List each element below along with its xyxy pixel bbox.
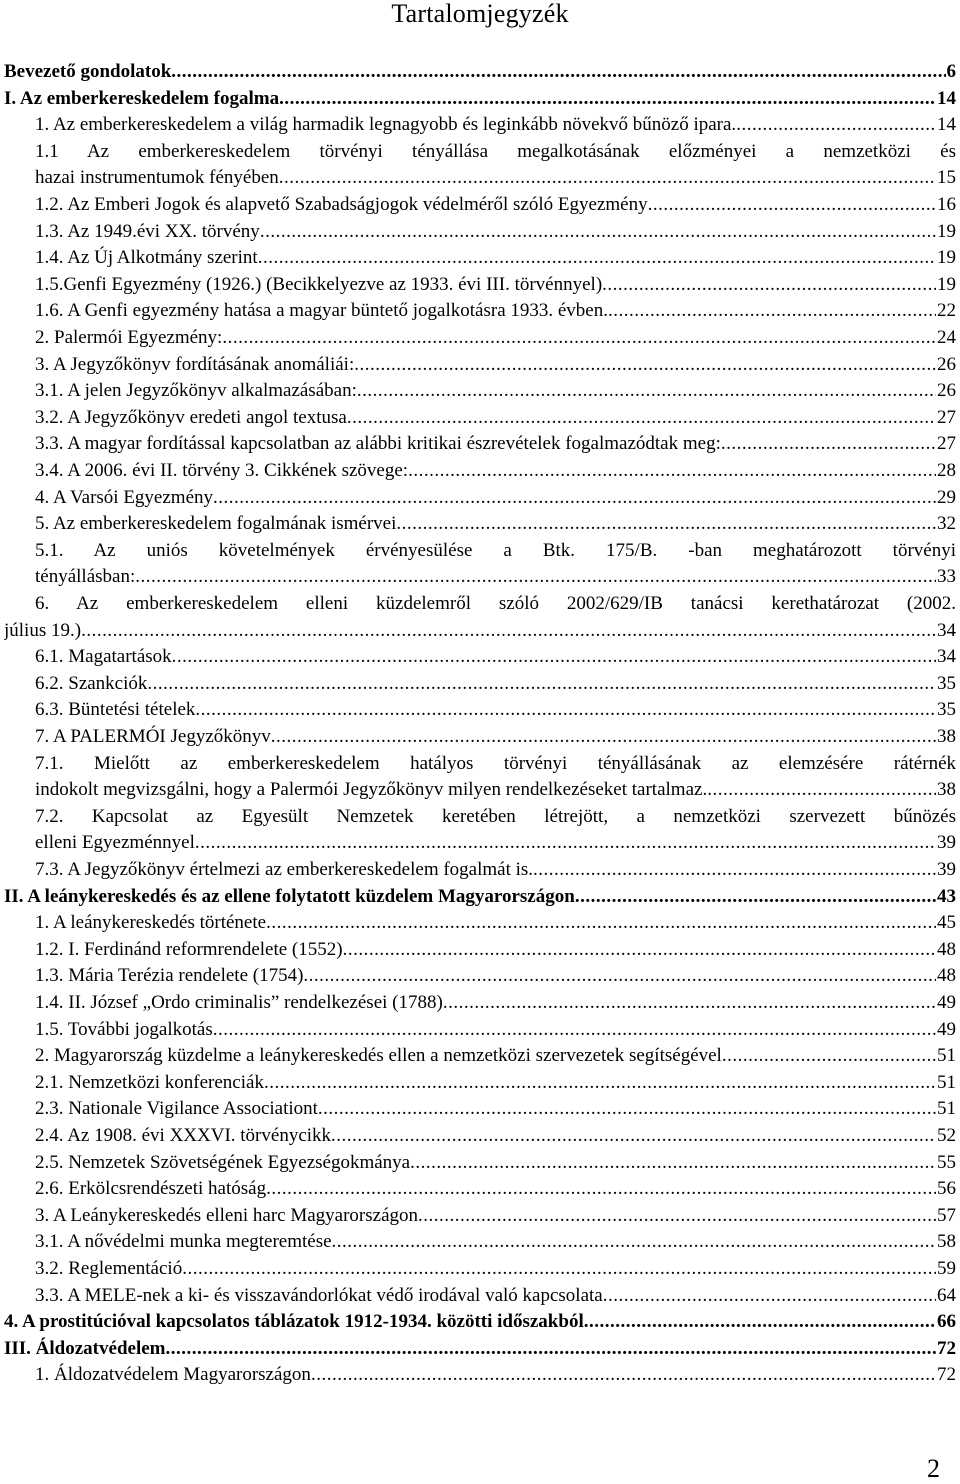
dot-leader <box>279 85 936 112</box>
dot-leader <box>135 563 936 590</box>
toc-entry-title: 7. A PALERMÓI Jegyzőkönyv <box>35 726 271 747</box>
toc-entry-title: 7.1. Mielőtt az emberkereskedelem hatályos törvényi tényállásának az elemzésére rátérnék <box>35 752 956 774</box>
toc-entry-title: elleni Egyezménnyel <box>35 832 195 854</box>
dot-leader <box>408 457 936 484</box>
dot-leader <box>195 696 936 723</box>
toc-entry-page: 14 <box>937 114 956 136</box>
dot-leader <box>722 1042 936 1069</box>
toc-entry-title: Bevezető gondolatok <box>4 61 172 82</box>
toc-entry-title: 7.2. Kapcsolat az Egyesült Nemzetek keretében létrejött, a nemzetközi szervezett bűnözés <box>35 805 956 827</box>
toc-entry-title: július 19.) <box>4 619 82 641</box>
toc-entry-page: 39 <box>937 832 956 854</box>
dot-leader <box>721 430 936 457</box>
toc-entry-title: 3.4. A 2006. évi II. törvény 3. Cikkének szövege: <box>35 460 409 481</box>
dot-leader <box>602 271 936 298</box>
toc-entry-title: 1.1 Az emberkereskedelem törvényi tényállása megalkotásának előzményei a nemzetközi és <box>35 140 956 162</box>
toc-entry-page: 45 <box>937 912 956 934</box>
toc-entry-title: 1.2. I. Ferdinánd reformrendelete (1552) <box>35 938 343 960</box>
toc-entry-title: 5. Az emberkereskedelem fogalmának ismérvei <box>35 513 397 535</box>
toc-entry-title: 1.4. Az Új Alkotmány szerint <box>35 247 258 269</box>
dot-leader <box>648 191 936 218</box>
toc-entry-page: 29 <box>937 486 956 508</box>
dot-leader <box>311 1361 936 1388</box>
dot-leader <box>264 1069 936 1096</box>
toc-entry-title: III. Áldozatvédelem <box>4 1337 166 1359</box>
toc-entry-title: II. A leánykereskedés és az ellene folytatott küzdelem Magyarországon <box>4 885 575 907</box>
toc-entry-page: 64 <box>937 1284 956 1306</box>
page-title: Tartalomjegyzék <box>391 0 569 28</box>
dot-leader <box>410 1149 936 1176</box>
dot-leader <box>608 297 936 324</box>
toc-entry-page: 15 <box>937 167 956 189</box>
toc-entry-page: 16 <box>937 194 956 215</box>
dot-leader <box>147 670 936 697</box>
toc-entry-title: 2.1. Nemzetközi konferenciák <box>35 1071 264 1093</box>
dot-leader <box>332 1228 936 1255</box>
dot-leader <box>271 723 936 750</box>
toc-entry-page: 27 <box>937 433 956 455</box>
toc-entry-page: 52 <box>937 1125 956 1146</box>
toc-entry-page: 72 <box>937 1337 956 1359</box>
toc-entry-page: 51 <box>937 1045 956 1067</box>
toc-entry-title: hazai instrumentumok fényében <box>35 167 279 189</box>
toc-entry-title: 1.4. II. József „Ordo criminalis” rendelkezései (1788) <box>35 992 443 1013</box>
toc-entry-page: 26 <box>937 353 956 375</box>
toc-entry-title: 1. Áldozatvédelem Magyarországon <box>35 1364 311 1386</box>
dot-leader <box>81 617 936 644</box>
toc-entry-title: 6. Az emberkereskedelem elleni küzdelemről szóló 2002/629/IB tanácsi kerethatározat (2002. <box>35 593 956 614</box>
toc-entry-title: 4. A Varsói Egyezmény <box>35 486 214 508</box>
toc-entry-title: I. Az emberkereskedelem fogalma <box>4 87 280 109</box>
dot-leader <box>707 776 936 803</box>
dot-leader <box>279 164 936 191</box>
toc-entry-title: 7.3. A Jegyzőkönyv értelmezi az emberkereskedelem fogalmát is. <box>35 859 534 880</box>
toc-entry-title: 1.2. Az Emberi Jogok és alapvető Szabadságjogok védelméről szóló Egyezmény <box>35 194 648 215</box>
toc-entry-title: 2. Magyarország küzdelme a leánykereskedés ellen a nemzetközi szervezetek segítségével <box>35 1045 722 1067</box>
toc-entry-title: 3.2. Reglementáció <box>35 1258 183 1279</box>
toc-entry-page: 56 <box>937 1178 956 1200</box>
toc-entry-title: 3.2. A Jegyzőkönyv eredeti angol textusa <box>35 406 347 428</box>
dot-leader <box>584 1308 936 1335</box>
toc-entry-page: 48 <box>937 965 956 987</box>
dot-leader <box>222 324 936 351</box>
toc-entry-page: 19 <box>937 247 956 269</box>
toc-entry-page: 19 <box>937 220 956 242</box>
dot-leader <box>172 643 936 670</box>
toc-entry-title: tényállásban: <box>35 566 136 588</box>
dot-leader <box>318 1095 936 1122</box>
toc-entry-page: 35 <box>937 672 956 694</box>
toc-entry-page: 38 <box>937 779 956 801</box>
dot-leader <box>354 351 936 378</box>
dot-leader <box>603 1282 936 1309</box>
dot-leader <box>331 1122 936 1149</box>
toc-entry-title: 5.1. Az uniós követelmények érvényesülése a Btk. 175/B. -ban meghatározott törvényi <box>35 539 956 561</box>
toc-entry-title: 6.3. Büntetési tételek <box>35 699 196 721</box>
dot-leader <box>266 1175 936 1202</box>
toc-entry-title: 1.5. További jogalkotás <box>35 1018 213 1040</box>
toc-entry-page: 26 <box>937 380 956 402</box>
toc-entry-page: 19 <box>937 273 956 295</box>
toc-entry-title: 3.1. A jelen Jegyzőkönyv alkalmazásában: <box>35 380 357 402</box>
toc-entry-page: 72 <box>937 1364 956 1386</box>
toc-entry-page: 32 <box>937 513 956 535</box>
toc-entry-title: 1. Az emberkereskedelem a világ harmadik legnagyobb és leginkább növekvő bűnöző ipara. <box>35 114 737 136</box>
dot-leader <box>396 510 936 537</box>
toc-entry-page: 66 <box>937 1311 956 1333</box>
dot-leader <box>575 883 936 910</box>
toc-entry-page: 49 <box>937 1018 956 1040</box>
toc-entry-title: 1.3. Az 1949.évi XX. törvény <box>35 220 260 242</box>
toc-entry-title: 3. A Jegyzőkönyv fordításának anomáliái: <box>35 353 355 375</box>
dot-leader <box>260 218 936 245</box>
toc-entry-page: 33 <box>937 566 956 588</box>
toc-entry-title: 3.3. A MELE-nek a ki- és visszavándorlókat védő irodával való kapcsolata <box>35 1284 603 1306</box>
dot-leader <box>213 1016 936 1043</box>
toc-entry-page: 35 <box>937 699 956 721</box>
toc-entry-page: 39 <box>937 859 956 880</box>
toc-entry-page: 34 <box>937 619 956 641</box>
toc-entry-page: 51 <box>937 1071 956 1093</box>
toc-entry-title: 2.5. Nemzetek Szövetségének Egyezségokmánya <box>35 1151 411 1173</box>
toc-entry-page: 55 <box>937 1151 956 1173</box>
toc-entry-page: 49 <box>937 992 956 1013</box>
toc-entry-page: 34 <box>937 646 956 668</box>
toc-entry-title: 1.6. A Genfi egyezmény hatása a magyar büntető jogalkotásra 1933. évben. <box>35 300 608 322</box>
dot-leader <box>266 909 936 936</box>
dot-leader <box>258 244 936 271</box>
dot-leader <box>443 989 936 1016</box>
toc-entry-title: 6.1. Magatartások <box>35 646 172 668</box>
dot-leader <box>165 1335 936 1362</box>
dot-leader <box>343 936 936 963</box>
toc-entry-title: 2.4. Az 1908. évi XXXVI. törvénycikk <box>35 1125 332 1146</box>
toc-entry-page: 43 <box>937 885 956 907</box>
toc-entry-title: 2.6. Erkölcsrendészeti hatóság <box>35 1178 267 1200</box>
dot-leader <box>736 111 936 138</box>
toc-entry-page: 48 <box>937 938 956 960</box>
toc-entry-page: 27 <box>937 406 956 428</box>
dot-leader <box>347 404 936 431</box>
toc-entry-page: 59 <box>937 1258 956 1279</box>
toc-entry-title: indokolt megvizsgálni, hogy a Palermói Jegyzőkönyv milyen rendelkezéseket tartalmaz. <box>35 779 708 801</box>
dot-leader <box>182 1255 936 1282</box>
dot-leader <box>171 58 945 85</box>
toc-entry-title: 1.5.Genfi Egyezmény (1926.) (Becikkelyezve az 1933. évi III. törvénnyel) <box>35 273 603 295</box>
toc-entry-page: 51 <box>937 1098 956 1120</box>
toc-entry-title: 6.2. Szankciók <box>35 672 148 694</box>
dot-leader <box>418 1202 936 1229</box>
toc-entry-title: 3.1. A nővédelmi munka megteremtése <box>35 1231 332 1253</box>
toc-entry-title: 2. Palermói Egyezmény: <box>35 327 223 348</box>
toc-entry-page: 22 <box>937 300 956 322</box>
toc-entry-page: 14 <box>937 87 956 109</box>
toc-entry-page: 6 <box>946 61 956 82</box>
toc-entry-page: 57 <box>937 1204 956 1226</box>
toc-entry-title: 3. A Leánykereskedés elleni harc Magyarországon <box>35 1204 419 1226</box>
toc-entry-title: 2.3. Nationale Vigilance Associationt <box>35 1098 318 1120</box>
toc-entry-title: 1.3. Mária Terézia rendelete (1754) <box>35 965 304 987</box>
dot-leader <box>533 856 936 883</box>
toc-entry-page: 24 <box>937 327 956 348</box>
toc-entry-title: 1. A leánykereskedés története <box>35 912 267 934</box>
dot-leader <box>357 377 936 404</box>
dot-leader <box>213 484 936 511</box>
dot-leader <box>195 829 936 856</box>
toc-entry-title: 4. A prostitúcióval kapcsolatos táblázatok 1912-1934. közötti időszakból <box>4 1311 584 1333</box>
toc-entry-page: 58 <box>937 1231 956 1253</box>
toc-entry-page: 38 <box>937 726 956 747</box>
toc-entry-page: 28 <box>937 460 956 481</box>
page-number: 2 <box>927 1454 940 1483</box>
toc-entry-title: 3.3. A magyar fordítással kapcsolatban az alábbi kritikai észrevételek fogalmazódtak meg: <box>35 433 721 455</box>
dot-leader <box>303 962 936 989</box>
